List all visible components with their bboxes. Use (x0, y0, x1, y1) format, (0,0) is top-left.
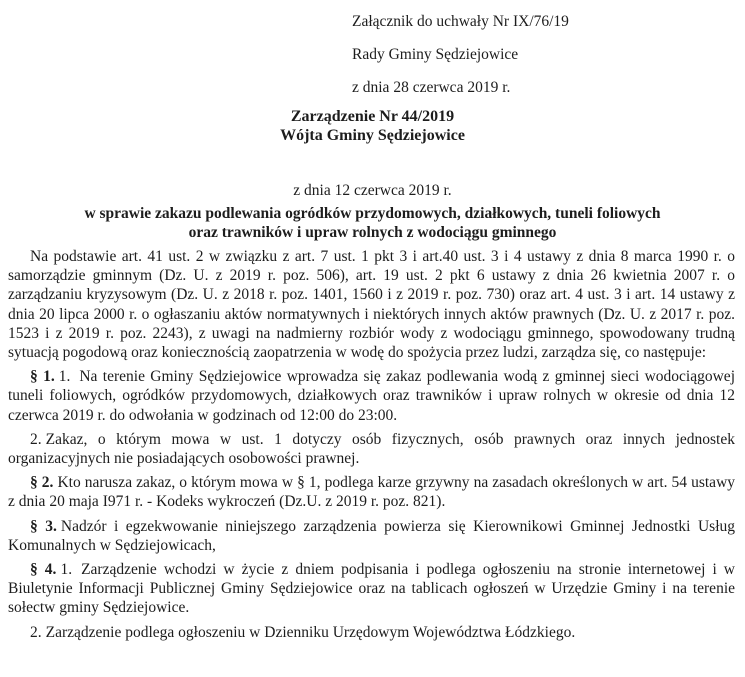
paragraph-text: Kto narusza zakaz, o którym mowa w § 1, podlega karze grzywny na zasadach określonych w art. 54 ustawy z dnia 20 maja I971 r. - Kodeks wykroczeń (Dz.U. z 2019 r. poz. 821). (8, 474, 736, 511)
attachment-note-line-1: Załącznik do uchwały Nr IX/76/19 (352, 13, 569, 30)
ordinance-title: Zarządzenie Nr 44/2019 (290, 108, 455, 125)
paragraph-section-4-clause-1 (8, 560, 735, 618)
section-marker: § 1. (30, 368, 55, 386)
subject-line-1: w sprawie zakazu podlewania ogródków przydomowych, działkowych, tuneli foliowych (84, 205, 661, 222)
subject-line-2: oraz trawników i upraw rolnych z wodociągu gminnego (188, 224, 557, 241)
ordinance-subject (0, 204, 745, 242)
paragraph-text: Na terenie Gminy Sędziejowice wprowadza się zakaz podlewania wodą z gminnej sieci wodociągowej tuneli foliowych, ogródków przydomowych, działkowych oraz trawników i upraw rolnych w okresie od dnia 12 czerwca 2019 r. do odwołania w godzinach od 12:00 do 23:00. (8, 368, 735, 424)
paragraph-text: Na podstawie art. 41 ust. 2 w związku z art. 7 ust. 1 pkt 3 i art.40 ust. 3 i 4 ustawy z dnia 8 marca 1990 r. o samorządzie gminnym (Dz. U. z 2019 r. poz. 506), art. 19 ust. 2 pkt 6 ustawy z dnia 26 kwietnia 2007 r. o zarządzaniu kryzysowym (Dz. U. z 2018 r. poz. 1401, 1560 i z 2019 r. poz. 730) oraz art. 4 ust. 3 i art. 14 ustawy z dnia 20 lipca 2000 r. o ogłaszaniu aktów normatywnych i niektórych innych aktów prawnych (Dz. U. z 2017 r. poz. 1523 i z 2019 r. poz. 2243), z uwagi na nadmierny rozbiór wody z wodociągu gminnego, spowodowany trudną sytuacją pogodową oraz koniecznością zaopatrzenia w wodę do spożycia przez ludzi, zarządza się, co następuje: (8, 248, 735, 362)
paragraph-section-1-clause-1 (8, 367, 735, 425)
section-marker: § 4. (30, 561, 57, 579)
attachment-note-line-3: z dnia 28 czerwca 2019 r. (352, 79, 511, 96)
paragraph-section-3 (8, 517, 735, 555)
ordinance-title-block (0, 107, 745, 145)
paragraph-text: Zarządzenie wchodzi w życie z dniem podpisania i podlega ogłoszeniu na stronie internetowej i w Biuletynie Informacji Publicznej Gminy Sędziejowice oraz na tablicach ogłoszeń w Urzędzie Gminy i na terenie sołectw gminy Sędziejowice. (8, 561, 736, 617)
attachment-note-line-2: Rady Gminy Sędziejowice (352, 46, 519, 63)
paragraph-text: Nadzór i egzekwowanie niniejszego zarządzenia powierza się Kierownikowi Gminnej Jednostki Usług Komunalnych w Sędziejowicach, (8, 517, 735, 554)
section-marker: § 3. (30, 517, 57, 535)
paragraph-text: Zarządzenie podlega ogłoszeniu w Dzienniku Urzędowym Województwa Łódzkiego. (45, 623, 576, 641)
clause-number: 1. (60, 561, 73, 579)
paragraph-preamble (8, 247, 735, 362)
clause-number: 1. (58, 368, 71, 386)
clause-number: 2. (30, 623, 42, 641)
paragraph-section-4-clause-2 (8, 623, 735, 642)
attachment-note (352, 5, 569, 104)
ordinance-date: z dnia 12 czerwca 2019 r. (293, 182, 452, 199)
paragraph-section-1-clause-2 (8, 430, 735, 468)
paragraph-section-2 (8, 473, 735, 511)
section-marker: § 2. (30, 474, 54, 492)
clause-number: 2. (30, 430, 42, 448)
ordinance-body (8, 247, 735, 647)
paragraph-text: Zakaz, o którym mowa w ust. 1 dotyczy osób fizycznych, osób prawnych oraz innych jednostek organizacyjnych nie posiadających osobowości prawnej. (8, 430, 735, 468)
ordinance-issuer: Wójta Gminy Sędziejowice (280, 127, 465, 144)
